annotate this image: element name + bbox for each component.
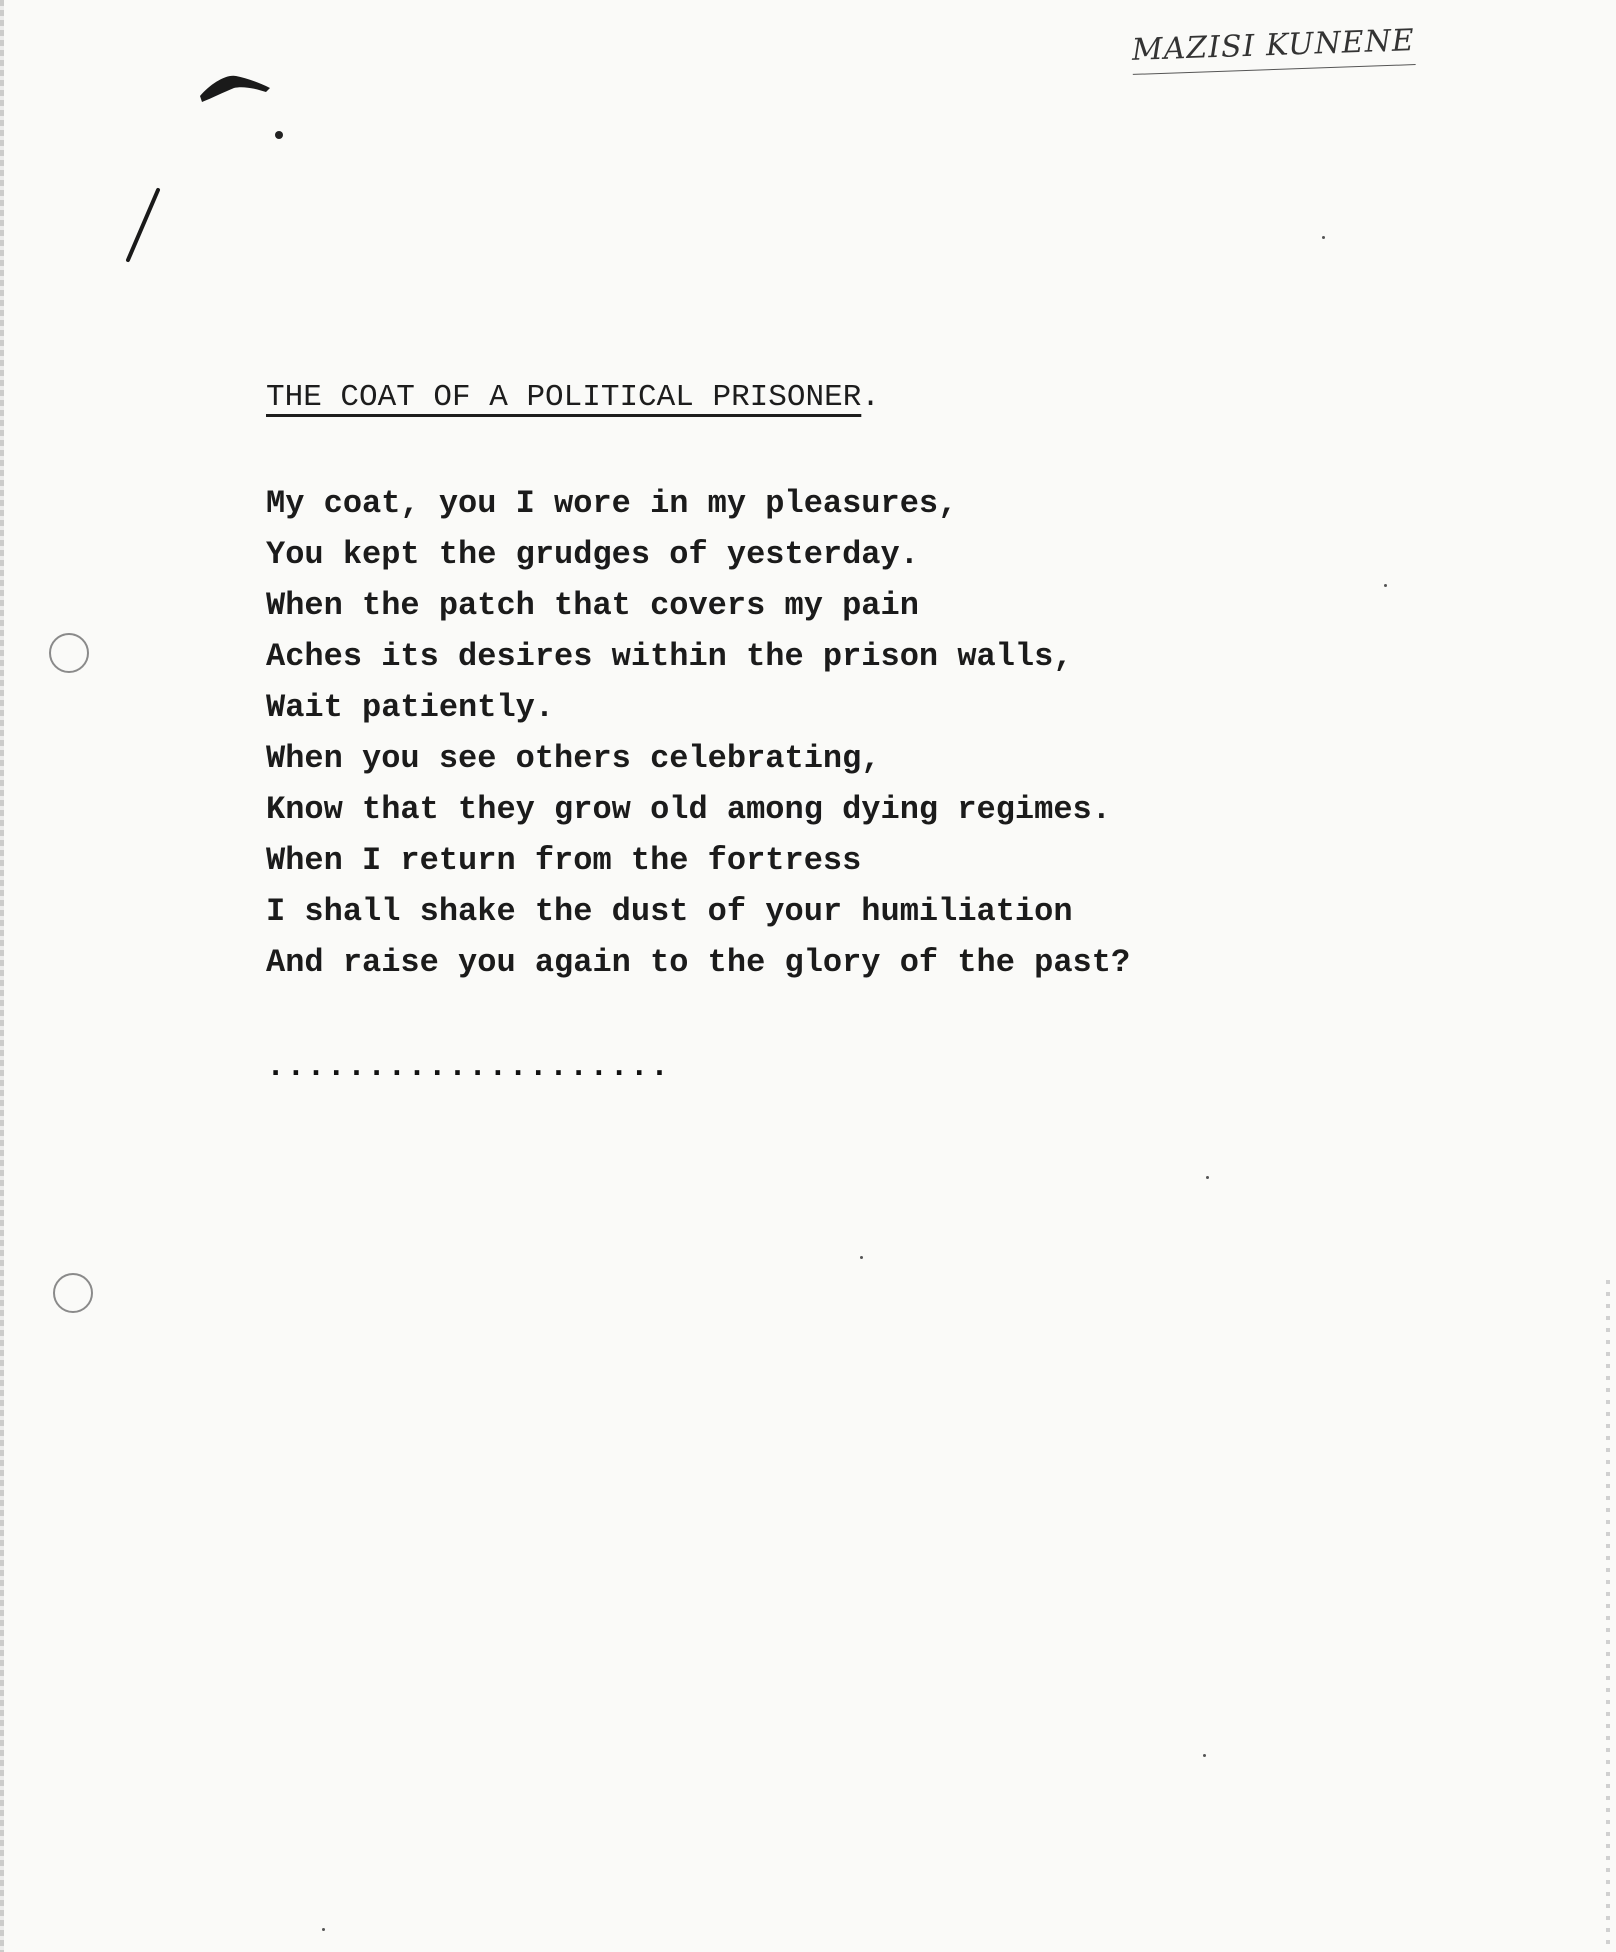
poem-line: My coat, you I wore in my pleasures, (266, 485, 958, 522)
pen-stroke-icon (120, 186, 164, 266)
ink-speck (1206, 1176, 1209, 1179)
poem-line: You kept the grudges of yesterday. (266, 536, 919, 573)
ink-speck (1384, 584, 1387, 587)
poem-body (266, 478, 1130, 988)
punch-hole-icon (50, 1270, 96, 1316)
ink-speck (860, 1256, 863, 1259)
poem-title (266, 378, 880, 418)
ink-speck (322, 1928, 325, 1931)
ink-dot (275, 131, 283, 139)
poem-title-text: THE COAT OF A POLITICAL PRISONER (266, 380, 862, 415)
pen-mark-arrow-icon (196, 66, 276, 110)
handwritten-signature: MAZISI KUNENE (1131, 23, 1415, 75)
poem-line: When you see others celebrating, (266, 740, 881, 777)
scan-left-edge (0, 0, 4, 1952)
poem-line: When I return from the fortress (266, 842, 862, 879)
poem-line: I shall shake the dust of your humiliation (266, 893, 1073, 930)
punch-hole-icon (46, 630, 92, 676)
poem-title-period: . (861, 380, 880, 415)
ink-speck (1203, 1754, 1206, 1757)
scan-right-edge (1606, 1280, 1610, 1952)
poem-line: When the patch that covers my pain (266, 587, 919, 624)
poem-line: Know that they grow old among dying regimes. (266, 791, 1111, 828)
poem-line: And raise you again to the glory of the past? (266, 944, 1131, 981)
poem-line: Aches its desires within the prison walls, (266, 638, 1073, 675)
dotted-separator: .................... (266, 1048, 671, 1085)
ink-speck (1322, 236, 1325, 239)
poem-line: Wait patiently. (266, 689, 555, 726)
